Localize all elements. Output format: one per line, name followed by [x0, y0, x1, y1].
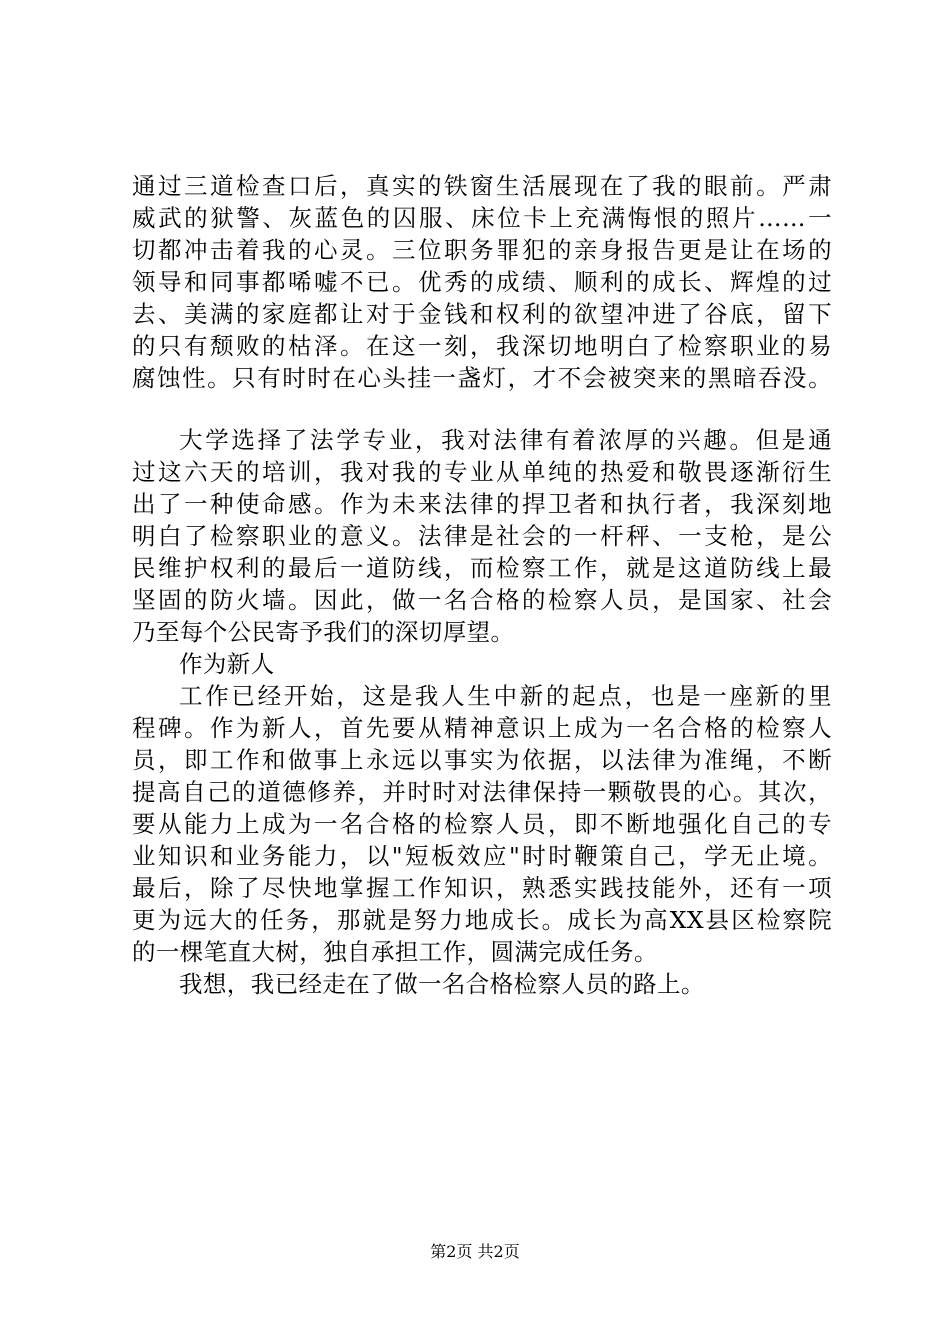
text-line: 切都冲击着我的心灵。三位职务罪犯的亲身报告更是让在场的 [132, 236, 832, 264]
paragraph-conclusion [132, 968, 832, 1000]
text-line: 大学选择了法学专业，我对法律有着浓厚的兴趣。但是通 [179, 426, 832, 454]
text-line: 腐蚀性。只有时时在心头挂一盏灯，才不会被突来的黑暗吞没。 [132, 364, 832, 392]
text-line: 业知识和业务能力，以"短板效应"时时鞭策自己，学无止境。 [132, 842, 832, 870]
text-line: 我想，我已经走在了做一名合格检察人员的路上。 [179, 970, 705, 998]
text-line: 民维护权利的最后一道防线，而检察工作，就是这道防线上最 [132, 554, 832, 582]
text-line: 乃至每个公民寄予我们的深切厚望。 [132, 618, 515, 646]
text-line: 坚固的防火墙。因此，做一名合格的检察人员，是国家、社会 [132, 586, 832, 614]
paragraph-prison-visit [132, 170, 832, 394]
text-line: 员，即工作和做事上永远以事实为依据，以法律为准绳，不断 [132, 746, 832, 774]
text-line: 明白了检察职业的意义。法律是社会的一杆秤、一支枪，是公 [132, 522, 832, 550]
text-line: 工作已经开始，这是我人生中新的起点，也是一座新的里 [179, 682, 832, 710]
text-line: 的只有颓败的枯泽。在这一刻，我深切地明白了检察职业的易 [132, 332, 832, 360]
paragraph-law-major [132, 424, 832, 648]
text-line: 最后，除了尽快地掌握工作知识，熟悉实践技能外，还有一项 [132, 874, 832, 902]
section-heading-newcomer [132, 648, 832, 680]
paragraph-new-start [132, 680, 832, 968]
section-heading: 作为新人 [179, 650, 275, 678]
text-line: 出了一种使命感。作为未来法律的捍卫者和执行者，我深刻地 [132, 490, 832, 518]
text-line: 去、美满的家庭都让对于金钱和权利的欲望冲进了谷底，留下 [132, 300, 832, 328]
text-line: 更为远大的任务，那就是努力地成长。成长为高XX县区检察院 [132, 906, 832, 934]
text-line: 要从能力上成为一名合格的检察人员，即不断地强化自己的专 [132, 810, 832, 838]
text-line: 威武的狱警、灰蓝色的囚服、床位卡上充满悔恨的照片……一 [132, 204, 832, 232]
document-body [132, 170, 832, 1000]
text-line: 提高自己的道德修养，并时时对法律保持一颗敬畏的心。其次， [132, 778, 832, 806]
text-line: 领导和同事都唏嘘不已。优秀的成绩、顺利的成长、辉煌的过 [132, 268, 832, 296]
text-line: 通过三道检查口后，真实的铁窗生活展现在了我的眼前。严肃 [132, 172, 832, 200]
text-line: 过这六天的培训，我对我的专业从单纯的热爱和敬畏逐渐衍生 [132, 458, 832, 486]
page-footer: 第2页 共2页 [430, 1242, 520, 1261]
text-line: 的一棵笔直大树，独自承担工作，圆满完成任务。 [132, 938, 658, 966]
paragraph-gap [132, 394, 832, 424]
text-line: 程碑。作为新人，首先要从精神意识上成为一名合格的检察人 [132, 714, 832, 742]
